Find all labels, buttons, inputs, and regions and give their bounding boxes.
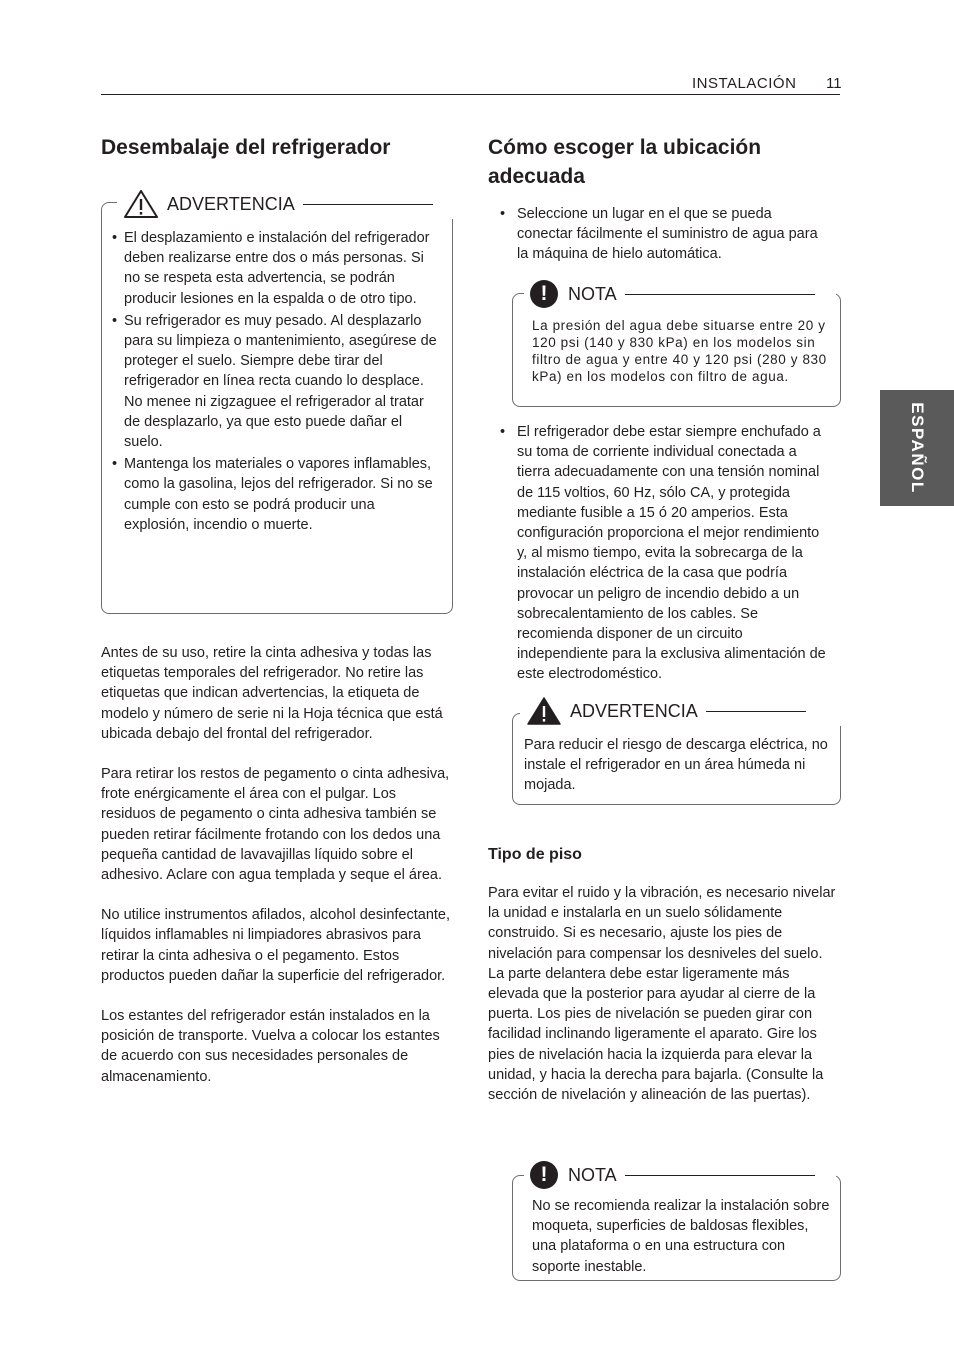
warning-triangle-icon [123, 189, 159, 219]
note-text: La presión del agua debe situarse entre 20 y 120 psi (140 y 830 kPa) en los modelos sin filtro de agua y entre 40 y 120 psi (280 y 830 kPa) en los modelos con filtro de agua. [532, 318, 827, 384]
note-label: NOTA [568, 1164, 617, 1185]
warning-item: • El desplazamiento e instalación del refrigerador deben realizarse entre dos o más personas. Si no se respeta esta advertencia, se podrán producir lesiones en la espalda o de otro tipo. [112, 228, 437, 309]
heading-rule [625, 1175, 815, 1176]
warning-box [101, 202, 453, 614]
language-label: ESPAÑOL [908, 402, 927, 494]
left-section-title: Desembalaje del refrigerador [101, 136, 391, 159]
bullet-item: • Seleccione un lugar en el que se pueda conectar fácilmente el suministro de agua para la máquina de hielo automática. [488, 204, 818, 265]
warning-list [112, 228, 437, 537]
paragraph: Para retirar los restos de pegamento o cinta adhesiva, frote enérgicamente el área con el pulgar. Los residuos de pegamento o cinta adhesiva también se pueden retirar fácilmente frotando con los dedos una pequeña cantidad de lavavajillas líquido sobre el adhesivo. Aclare con agua templada y seque el área. [101, 766, 450, 884]
note-box [512, 293, 841, 407]
note-label: NOTA [568, 283, 617, 304]
exclamation-icon: ! [530, 1161, 558, 1189]
heading-rule [625, 294, 815, 295]
header-section-title: INSTALACIÓN [692, 75, 797, 92]
bullet-list [488, 422, 833, 685]
note-text: No se recomienda realizar la instalación sobre moqueta, superficies de baldosas flexibles, una plataforma o en una estructura con soporte inestable. [532, 1198, 830, 1275]
warning-label: ADVERTENCIA [167, 193, 295, 214]
exclamation-icon: ! [530, 280, 558, 308]
floor-subtitle: Tipo de piso [488, 846, 582, 863]
left-paragraphs [101, 643, 451, 1107]
warning-label: ADVERTENCIA [570, 700, 698, 721]
note-box [512, 1175, 841, 1281]
heading-rule [303, 204, 433, 205]
heading-rule [706, 711, 806, 712]
warning-heading [520, 696, 842, 726]
paragraph: No utilice instrumentos afilados, alcohol desinfectante, líquidos inflamables ni limpiadores abrasivos para retirar la cinta adhesiva o el pegamento. Estos productos pueden dañar la superficie del refrigerador. [101, 907, 450, 984]
warning-box [512, 713, 841, 805]
right-section-title: Cómo escoger la ubicación adecuada [488, 136, 762, 188]
language-side-tab [880, 390, 954, 506]
paragraph: Antes de su uso, retire la cinta adhesiva y todas las etiquetas temporales del refrigerador. No retire las etiquetas que indican advertencias, la etiqueta de modelo y número de serie ni la Hoja técnica que está ubicada debajo del frontal del refrigerador. [101, 645, 443, 742]
header-divider [101, 94, 840, 95]
warning-item: • Mantenga los materiales o vapores inflamables, como la gasolina, lejos del refrigerador. Si no se cumple con esto se podrá producir una explosión, incendio o muerte. [112, 454, 437, 535]
note-heading [524, 1161, 836, 1189]
note-heading [524, 280, 836, 308]
warning-filled-triangle-icon [526, 696, 562, 726]
warning-item: • Su refrigerador es muy pesado. Al desplazarlo para su limpieza o mantenimiento, asegúrese de proteger el suelo. Siempre debe tirar del refrigerador en línea recta cuando lo desplace. No menee ni zigzaguee el refrigerador al tratar de desplazarlo, ya que esto puede dañar el suelo. [112, 311, 437, 452]
warning-text: Para reducir el riesgo de descarga eléctrica, no instale el refrigerador en un área húmeda ni mojada. [524, 737, 828, 794]
page-number: 11 [826, 75, 842, 92]
bullet-item: • El refrigerador debe estar siempre enchufado a su toma de corriente individual conectada a tierra adecuadamente con una tensión nominal de 115 voltios, 60 Hz, sólo CA, y protegida mediante fusible a 15 ó 20 amperios. Esta configuración proporciona el mejor rendimiento y, al mismo tiempo, evita la sobrecarga de la instalación eléctrica de la casa que podría provocar un peligro de incendio debido a un sobrecalentamiento de los cables. Se recomienda disponer de un circuito independiente para la exclusiva alimentación de este electrodoméstico. [488, 422, 833, 685]
floor-paragraph: Para evitar el ruido y la vibración, es necesario nivelar la unidad e instalarla en un suelo sólidamente construido. Si es necesario, ajuste los pies de nivelación para compensar los desniveles del suelo. La parte delantera debe estar ligeramente más elevada que la posterior para ayudar al cierre de la puerta. Los pies de nivelación se pueden girar con facilidad inclinando ligeramente el aparato. Gire los pies de nivelación hacia la izquierda para elevar la unidad, y hacia la derecha para bajarla. (Consulte la sección de nivelación y alineación de las puertas). [488, 885, 836, 1104]
bullet-list [488, 204, 818, 265]
warning-heading [117, 189, 459, 219]
paragraph: Los estantes del refrigerador están instalados en la posición de transporte. Vuelva a colocar los estantes de acuerdo con sus necesidades personales de almacenamiento. [101, 1008, 440, 1085]
